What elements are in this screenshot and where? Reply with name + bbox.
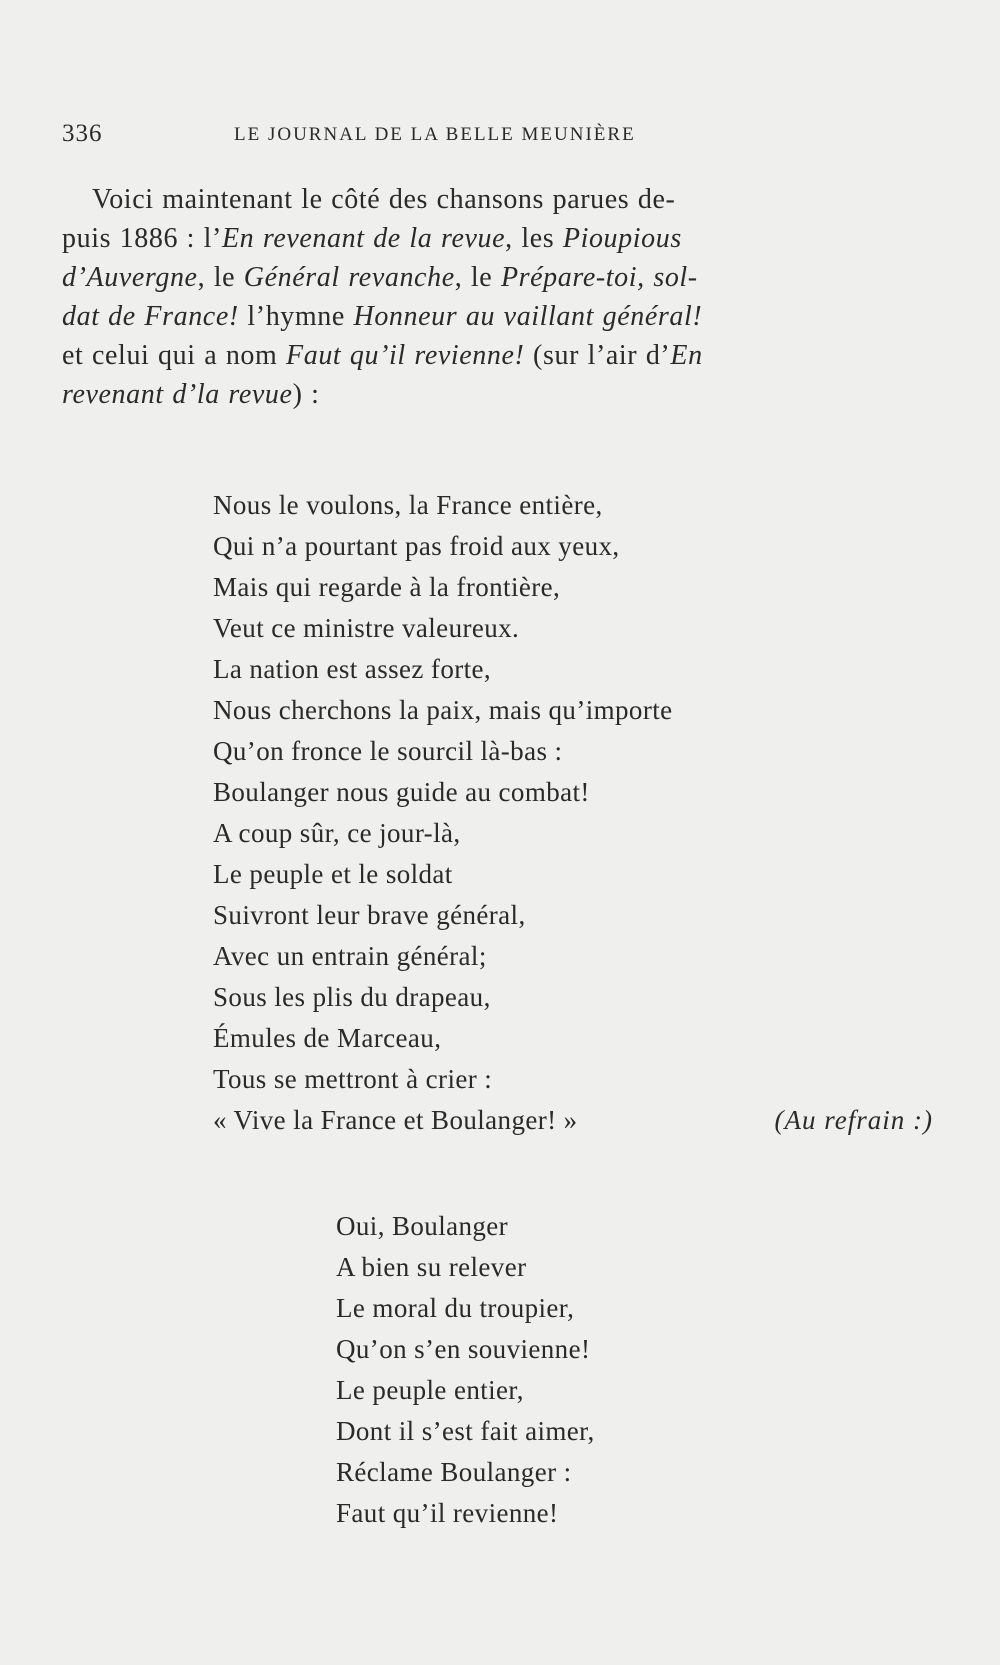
song-title: En revenant de la revue: [221, 223, 506, 254]
verse-line: Boulanger nous guide au combat!: [213, 777, 590, 807]
prose-text: l’hymne: [238, 301, 354, 332]
prose-line: [62, 375, 914, 414]
page-number: 336: [62, 120, 103, 147]
verse-line: Avec un entrain général;: [213, 941, 487, 971]
verse-line: Dont il s’est fait aimer,: [336, 1416, 595, 1446]
prose-line: [62, 219, 914, 258]
prose-text: ) :: [292, 379, 320, 410]
prose-line: [62, 258, 914, 297]
verse-line: A coup sûr, ce jour-là,: [213, 818, 461, 848]
prose-text: Voici maintenant le côté des chansons parues de-: [92, 184, 676, 215]
verse-line: Qu’on s’en souvienne!: [336, 1334, 591, 1364]
song-title: Général revanche: [243, 262, 455, 293]
song-title: En: [670, 340, 703, 371]
refrain-note: (Au refrain :): [774, 1105, 933, 1135]
verse-line: Qui n’a pourtant pas froid aux yeux,: [213, 531, 620, 561]
verse-line: A bien su relever: [336, 1252, 527, 1282]
verse-line: Veut ce ministre valeureux.: [213, 613, 520, 643]
verse-line-with-note: [213, 1100, 933, 1141]
prose-text: puis 1886 : l’: [62, 223, 222, 254]
stanza-verse: [213, 485, 933, 1141]
refrain-verse: [336, 1206, 836, 1534]
prose-line: [62, 297, 914, 336]
prose-text: , le: [454, 262, 501, 293]
verse-line: La nation est assez forte,: [213, 654, 492, 684]
verse-line: « Vive la France et Boulanger! »: [213, 1105, 578, 1135]
song-title: d’Auvergne: [62, 262, 198, 293]
prose-paragraph: [62, 180, 914, 414]
prose-line: [62, 336, 914, 375]
verse-line: Le peuple et le soldat: [213, 859, 453, 889]
verse-line: Qu’on fronce le sourcil là-bas :: [213, 736, 563, 766]
verse-line: Tous se mettront à crier :: [213, 1064, 493, 1094]
prose-text: , le: [197, 262, 244, 293]
prose-text: , les: [505, 223, 563, 254]
song-title: Pioupious: [562, 223, 682, 254]
running-head: [62, 120, 742, 150]
song-title: dat de France!: [62, 301, 239, 332]
verse-line: Le moral du troupier,: [336, 1293, 575, 1323]
running-title: LE JOURNAL DE LA BELLE MEUNIÈRE: [234, 124, 636, 145]
verse-line: Le peuple entier,: [336, 1375, 524, 1405]
verse-line: Réclame Boulanger :: [336, 1457, 572, 1487]
song-title: Honneur au vaillant général!: [353, 301, 703, 332]
verse-line: Nous le voulons, la France entière,: [213, 490, 603, 520]
song-title: Prépare-toi, sol-: [500, 262, 698, 293]
song-title: Faut qu’il revienne!: [286, 340, 525, 371]
prose-text: et celui qui a nom: [62, 340, 287, 371]
verse-line: Sous les plis du drapeau,: [213, 982, 491, 1012]
verse-line: Nous cherchons la paix, mais qu’importe: [213, 695, 673, 725]
verse-line: Émules de Marceau,: [213, 1023, 442, 1053]
prose-text: (sur l’air d’: [524, 340, 671, 371]
verse-line: Suivront leur brave général,: [213, 900, 526, 930]
song-title: revenant d’la revue: [62, 379, 293, 410]
verse-line: Oui, Boulanger: [336, 1211, 509, 1241]
verse-line: Mais qui regarde à la frontière,: [213, 572, 561, 602]
verse-line: Faut qu’il revienne!: [336, 1498, 559, 1528]
prose-line: [62, 180, 914, 219]
